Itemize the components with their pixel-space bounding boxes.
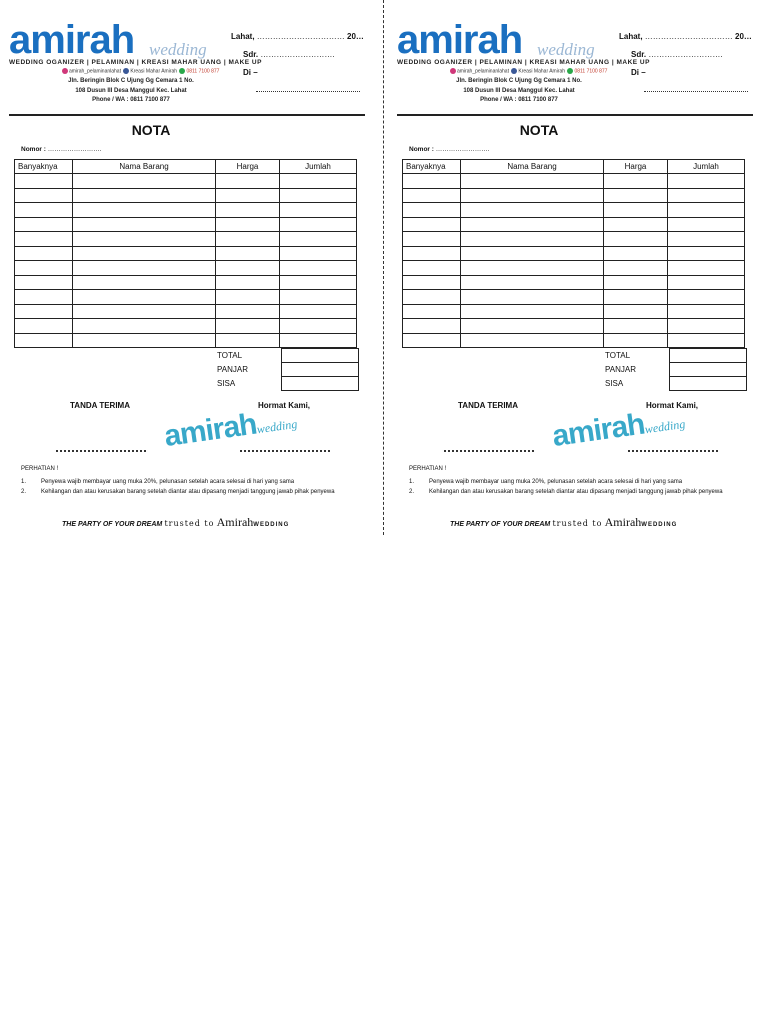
table-cell[interactable] (604, 174, 668, 189)
table-cell[interactable] (216, 174, 280, 189)
table-row (15, 188, 357, 203)
stamp-subtext: wedding (255, 416, 299, 437)
table-cell[interactable] (461, 304, 604, 319)
address-dotted-line (644, 91, 748, 92)
stamp-subtext: wedding (643, 416, 687, 437)
address-line: 108 Dusun III Desa Manggul Kec. Lahat (75, 87, 187, 94)
table-cell[interactable] (216, 261, 280, 276)
footer-slogan (450, 515, 677, 530)
sisa-label: SISA (217, 379, 236, 388)
table-row (15, 232, 357, 247)
table-cell[interactable] (461, 290, 604, 305)
lahat-label: Lahat, (231, 32, 255, 41)
address-line: Jln. Beringin Blok C Ujung Gg Cemara 1 No. (68, 78, 194, 84)
table-cell[interactable] (668, 304, 745, 319)
receiver-signature-line (56, 450, 146, 452)
table-row (15, 203, 357, 218)
note-number: 1. (21, 479, 27, 485)
list-item (409, 487, 729, 497)
table-cell[interactable] (604, 304, 668, 319)
tanda-terima-label: TANDA TERIMA (458, 401, 518, 410)
table-row (15, 174, 357, 189)
lahat-label: Lahat, (619, 32, 643, 41)
notes-list (21, 477, 341, 497)
footer-part: THE PARTY OF YOUR DREAM (62, 521, 163, 528)
table-row (15, 275, 357, 290)
table-cell[interactable] (73, 217, 216, 232)
facebook-name: Kreasi Mahar Amirah (130, 68, 178, 75)
hormat-kami-label: Hormat Kami, (258, 401, 311, 410)
table-row (403, 290, 745, 305)
table-cell[interactable] (15, 203, 73, 218)
table-cell[interactable] (403, 217, 461, 232)
table-cell[interactable] (461, 319, 604, 334)
table-row (15, 304, 357, 319)
table-cell[interactable] (668, 232, 745, 247)
tanda-terima-label: TANDA TERIMA (70, 401, 130, 410)
recipient-block (231, 28, 364, 82)
table-cell[interactable] (403, 174, 461, 189)
table-cell[interactable] (403, 232, 461, 247)
whatsapp-icon (567, 68, 573, 74)
year-label: 20… (735, 32, 752, 41)
total-row (214, 349, 359, 363)
panjar-value[interactable] (670, 363, 747, 377)
social-line (61, 68, 219, 74)
table-cell[interactable] (403, 333, 461, 348)
table-row (403, 217, 745, 232)
footer-part: WEDDING (253, 522, 290, 528)
table-row (15, 319, 357, 334)
table-cell[interactable] (73, 290, 216, 305)
list-item (409, 477, 729, 487)
items-table (402, 159, 745, 348)
table-cell[interactable] (403, 290, 461, 305)
table-cell[interactable] (403, 246, 461, 261)
sender-signature-line (628, 450, 718, 452)
nota-title: NOTA (131, 122, 171, 138)
note-text: Kehilangan dan atau kerusakan barang setelah diantar atau dipasang menjadi tanggung jawab pihak penyewa (41, 489, 335, 495)
table-header-row (403, 160, 745, 174)
table-row (403, 188, 745, 203)
cut-line (383, 0, 384, 535)
instagram-handle: amirah_pelaminanlahat (69, 68, 121, 75)
nomor-field (409, 146, 490, 153)
footer-part: trusted to (164, 519, 215, 528)
table-cell[interactable] (461, 232, 604, 247)
sisa-value[interactable] (282, 377, 359, 391)
table-cell[interactable] (461, 333, 604, 348)
facebook-icon (123, 68, 129, 74)
table-cell[interactable] (15, 232, 73, 247)
table-cell[interactable] (73, 246, 216, 261)
footer-part: Amirah (216, 515, 254, 529)
table-cell[interactable] (216, 203, 280, 218)
table-cell[interactable] (15, 261, 73, 276)
table-row (403, 261, 745, 276)
facebook-name: Kreasi Mahar Amirah (518, 68, 566, 75)
total-row (602, 349, 747, 363)
totals-table (602, 348, 747, 391)
list-item (21, 487, 341, 497)
col-banyaknya: Banyaknya (403, 160, 461, 174)
total-label: TOTAL (605, 351, 631, 360)
table-cell[interactable] (668, 319, 745, 334)
table-row (403, 319, 745, 334)
nomor-dots: ……………………. (435, 146, 490, 153)
nomor-field (21, 146, 102, 153)
table-cell[interactable] (604, 232, 668, 247)
table-cell[interactable] (15, 290, 73, 305)
footer-part: WEDDING (641, 522, 678, 528)
items-table (14, 159, 357, 348)
table-cell[interactable] (461, 188, 604, 203)
note-text: Kehilangan dan atau kerusakan barang setelah diantar atau dipasang menjadi tanggung jawab pihak penyewa (429, 489, 723, 495)
footer-part: Amirah (604, 515, 642, 529)
table-cell[interactable] (216, 275, 280, 290)
panjar-label: PANJAR (217, 365, 248, 374)
list-item (21, 477, 341, 487)
table-cell[interactable] (403, 319, 461, 334)
nomor-label: Nomor : (409, 146, 434, 153)
sisa-value[interactable] (670, 377, 747, 391)
table-cell[interactable] (216, 217, 280, 232)
brand-logo (9, 20, 229, 60)
table-row (15, 333, 357, 348)
company-stamp (162, 402, 298, 454)
table-cell[interactable] (461, 261, 604, 276)
table-cell[interactable] (668, 188, 745, 203)
address-line: 108 Dusun III Desa Manggul Kec. Lahat (463, 87, 575, 94)
whatsapp-icon (179, 68, 185, 74)
table-cell[interactable] (461, 174, 604, 189)
table-cell[interactable] (73, 275, 216, 290)
year-label: 20… (347, 32, 364, 41)
address-line: Jln. Beringin Blok C Ujung Gg Cemara 1 No. (456, 78, 582, 84)
footer-part: trusted to (552, 519, 603, 528)
sdr-label: Sdr. (243, 50, 259, 59)
table-cell[interactable] (73, 304, 216, 319)
table-cell[interactable] (216, 319, 280, 334)
table-row (15, 261, 357, 276)
table-cell[interactable] (280, 290, 357, 305)
table-row (403, 232, 745, 247)
table-cell[interactable] (461, 246, 604, 261)
brand-tagline: WEDDING OGANIZER | PELAMINAN | KREASI MAHAR UANG | MAKE UP (9, 59, 262, 66)
table-row (403, 203, 745, 218)
footer-part: THE PARTY OF YOUR DREAM (450, 521, 551, 528)
table-cell[interactable] (15, 188, 73, 203)
table-cell[interactable] (604, 261, 668, 276)
footer-slogan (62, 515, 289, 530)
sdr-label: Sdr. (631, 50, 647, 59)
sisa-row (214, 377, 359, 391)
sender-signature-line (240, 450, 330, 452)
table-cell[interactable] (73, 261, 216, 276)
panjar-label: PANJAR (605, 365, 636, 374)
header-rule (9, 114, 365, 116)
table-cell[interactable] (216, 304, 280, 319)
table-cell[interactable] (604, 217, 668, 232)
table-row (15, 246, 357, 261)
receipt-left (6, 0, 378, 535)
total-value[interactable] (282, 349, 359, 363)
table-cell[interactable] (73, 188, 216, 203)
table-header-row (15, 160, 357, 174)
di-label: Di – (243, 68, 258, 77)
table-cell[interactable] (216, 290, 280, 305)
address-block (46, 77, 216, 106)
table-cell[interactable] (73, 319, 216, 334)
table-row (15, 290, 357, 305)
table-cell[interactable] (604, 188, 668, 203)
hormat-kami-label: Hormat Kami, (646, 401, 699, 410)
sdr-field: ………………………. (648, 50, 723, 59)
table-cell[interactable] (668, 174, 745, 189)
panjar-value[interactable] (282, 363, 359, 377)
table-cell[interactable] (668, 261, 745, 276)
table-cell[interactable] (280, 217, 357, 232)
table-cell[interactable] (15, 246, 73, 261)
logo-subtext: wedding (537, 40, 595, 59)
sisa-label: SISA (605, 379, 624, 388)
perhatian-heading: PERHATIAN ! (409, 466, 447, 472)
table-cell[interactable] (280, 203, 357, 218)
table-cell[interactable] (668, 290, 745, 305)
instagram-handle: amirah_pelaminanlahat (457, 68, 509, 75)
instagram-icon (450, 68, 456, 74)
table-cell[interactable] (15, 319, 73, 334)
col-harga: Harga (216, 160, 280, 174)
note-number: 2. (21, 489, 27, 495)
col-jumlah: Jumlah (668, 160, 745, 174)
facebook-icon (511, 68, 517, 74)
recipient-block (619, 28, 752, 82)
table-cell[interactable] (280, 188, 357, 203)
table-cell[interactable] (15, 275, 73, 290)
table-cell[interactable] (604, 333, 668, 348)
date-field: …………………………… (256, 32, 345, 41)
table-cell[interactable] (15, 333, 73, 348)
sdr-field: ………………………. (260, 50, 335, 59)
table-cell[interactable] (280, 333, 357, 348)
totals-table (214, 348, 359, 391)
table-cell[interactable] (280, 304, 357, 319)
total-label: TOTAL (217, 351, 243, 360)
table-cell[interactable] (15, 304, 73, 319)
table-cell[interactable] (604, 275, 668, 290)
table-cell[interactable] (216, 232, 280, 247)
note-text: Penyewa wajib membayar uang muka 20%, pelunasan setelah acara selesai di hari yang sama (41, 479, 295, 485)
col-banyaknya: Banyaknya (15, 160, 73, 174)
phone-line: Phone / WA : 0811 7100 877 (92, 97, 170, 103)
notes-list (409, 477, 729, 497)
table-cell[interactable] (280, 261, 357, 276)
receiver-signature-line (444, 450, 534, 452)
table-cell[interactable] (403, 275, 461, 290)
nota-title: NOTA (519, 122, 559, 138)
nomor-dots: ……………………. (47, 146, 102, 153)
table-cell[interactable] (15, 174, 73, 189)
nomor-label: Nomor : (21, 146, 46, 153)
col-jumlah: Jumlah (280, 160, 357, 174)
table-cell[interactable] (668, 203, 745, 218)
table-cell[interactable] (15, 217, 73, 232)
table-cell[interactable] (73, 174, 216, 189)
company-stamp (550, 402, 686, 454)
table-cell[interactable] (403, 203, 461, 218)
di-label: Di – (631, 68, 646, 77)
total-value[interactable] (670, 349, 747, 363)
table-cell[interactable] (280, 174, 357, 189)
note-text: Penyewa wajib membayar uang muka 20%, pelunasan setelah acara selesai di hari yang sama (429, 479, 683, 485)
header-rule (397, 114, 753, 116)
table-cell[interactable] (461, 217, 604, 232)
table-cell[interactable] (668, 333, 745, 348)
table-cell[interactable] (403, 261, 461, 276)
brand-logo (397, 20, 617, 60)
table-cell[interactable] (280, 232, 357, 247)
table-cell[interactable] (604, 290, 668, 305)
panjar-row (214, 363, 359, 377)
stamp-text: amirah (162, 407, 259, 454)
table-row (403, 275, 745, 290)
table-cell[interactable] (604, 246, 668, 261)
table-cell[interactable] (668, 275, 745, 290)
address-block (434, 77, 604, 106)
table-cell[interactable] (668, 217, 745, 232)
table-cell[interactable] (604, 319, 668, 334)
logo-text: amirah (9, 18, 135, 62)
table-row (403, 304, 745, 319)
table-cell[interactable] (403, 188, 461, 203)
table-cell[interactable] (73, 232, 216, 247)
logo-text: amirah (397, 18, 523, 62)
table-cell[interactable] (461, 275, 604, 290)
table-row (403, 174, 745, 189)
table-cell[interactable] (280, 246, 357, 261)
table-cell[interactable] (461, 203, 604, 218)
phone-short: 0811 7100 877 (186, 68, 220, 75)
table-cell[interactable] (216, 246, 280, 261)
col-harga: Harga (604, 160, 668, 174)
receipt-right (394, 0, 766, 535)
table-row (15, 217, 357, 232)
table-cell[interactable] (73, 333, 216, 348)
table-row (403, 333, 745, 348)
panjar-row (602, 363, 747, 377)
note-number: 1. (409, 479, 415, 485)
table-cell[interactable] (280, 319, 357, 334)
phone-short: 0811 7100 877 (574, 68, 608, 75)
note-number: 2. (409, 489, 415, 495)
date-field: …………………………… (644, 32, 733, 41)
social-line (449, 68, 607, 74)
table-cell[interactable] (280, 275, 357, 290)
brand-tagline: WEDDING OGANIZER | PELAMINAN | KREASI MAHAR UANG | MAKE UP (397, 59, 650, 66)
table-cell[interactable] (216, 333, 280, 348)
table-cell[interactable] (604, 203, 668, 218)
address-dotted-line (256, 91, 360, 92)
table-row (403, 246, 745, 261)
table-cell[interactable] (668, 246, 745, 261)
col-nama-barang: Nama Barang (461, 160, 604, 174)
perhatian-heading: PERHATIAN ! (21, 466, 59, 472)
stamp-text: amirah (550, 407, 647, 454)
table-cell[interactable] (403, 304, 461, 319)
logo-subtext: wedding (149, 40, 207, 59)
phone-line: Phone / WA : 0811 7100 877 (480, 97, 558, 103)
table-cell[interactable] (216, 188, 280, 203)
col-nama-barang: Nama Barang (73, 160, 216, 174)
sisa-row (602, 377, 747, 391)
instagram-icon (62, 68, 68, 74)
table-cell[interactable] (73, 203, 216, 218)
